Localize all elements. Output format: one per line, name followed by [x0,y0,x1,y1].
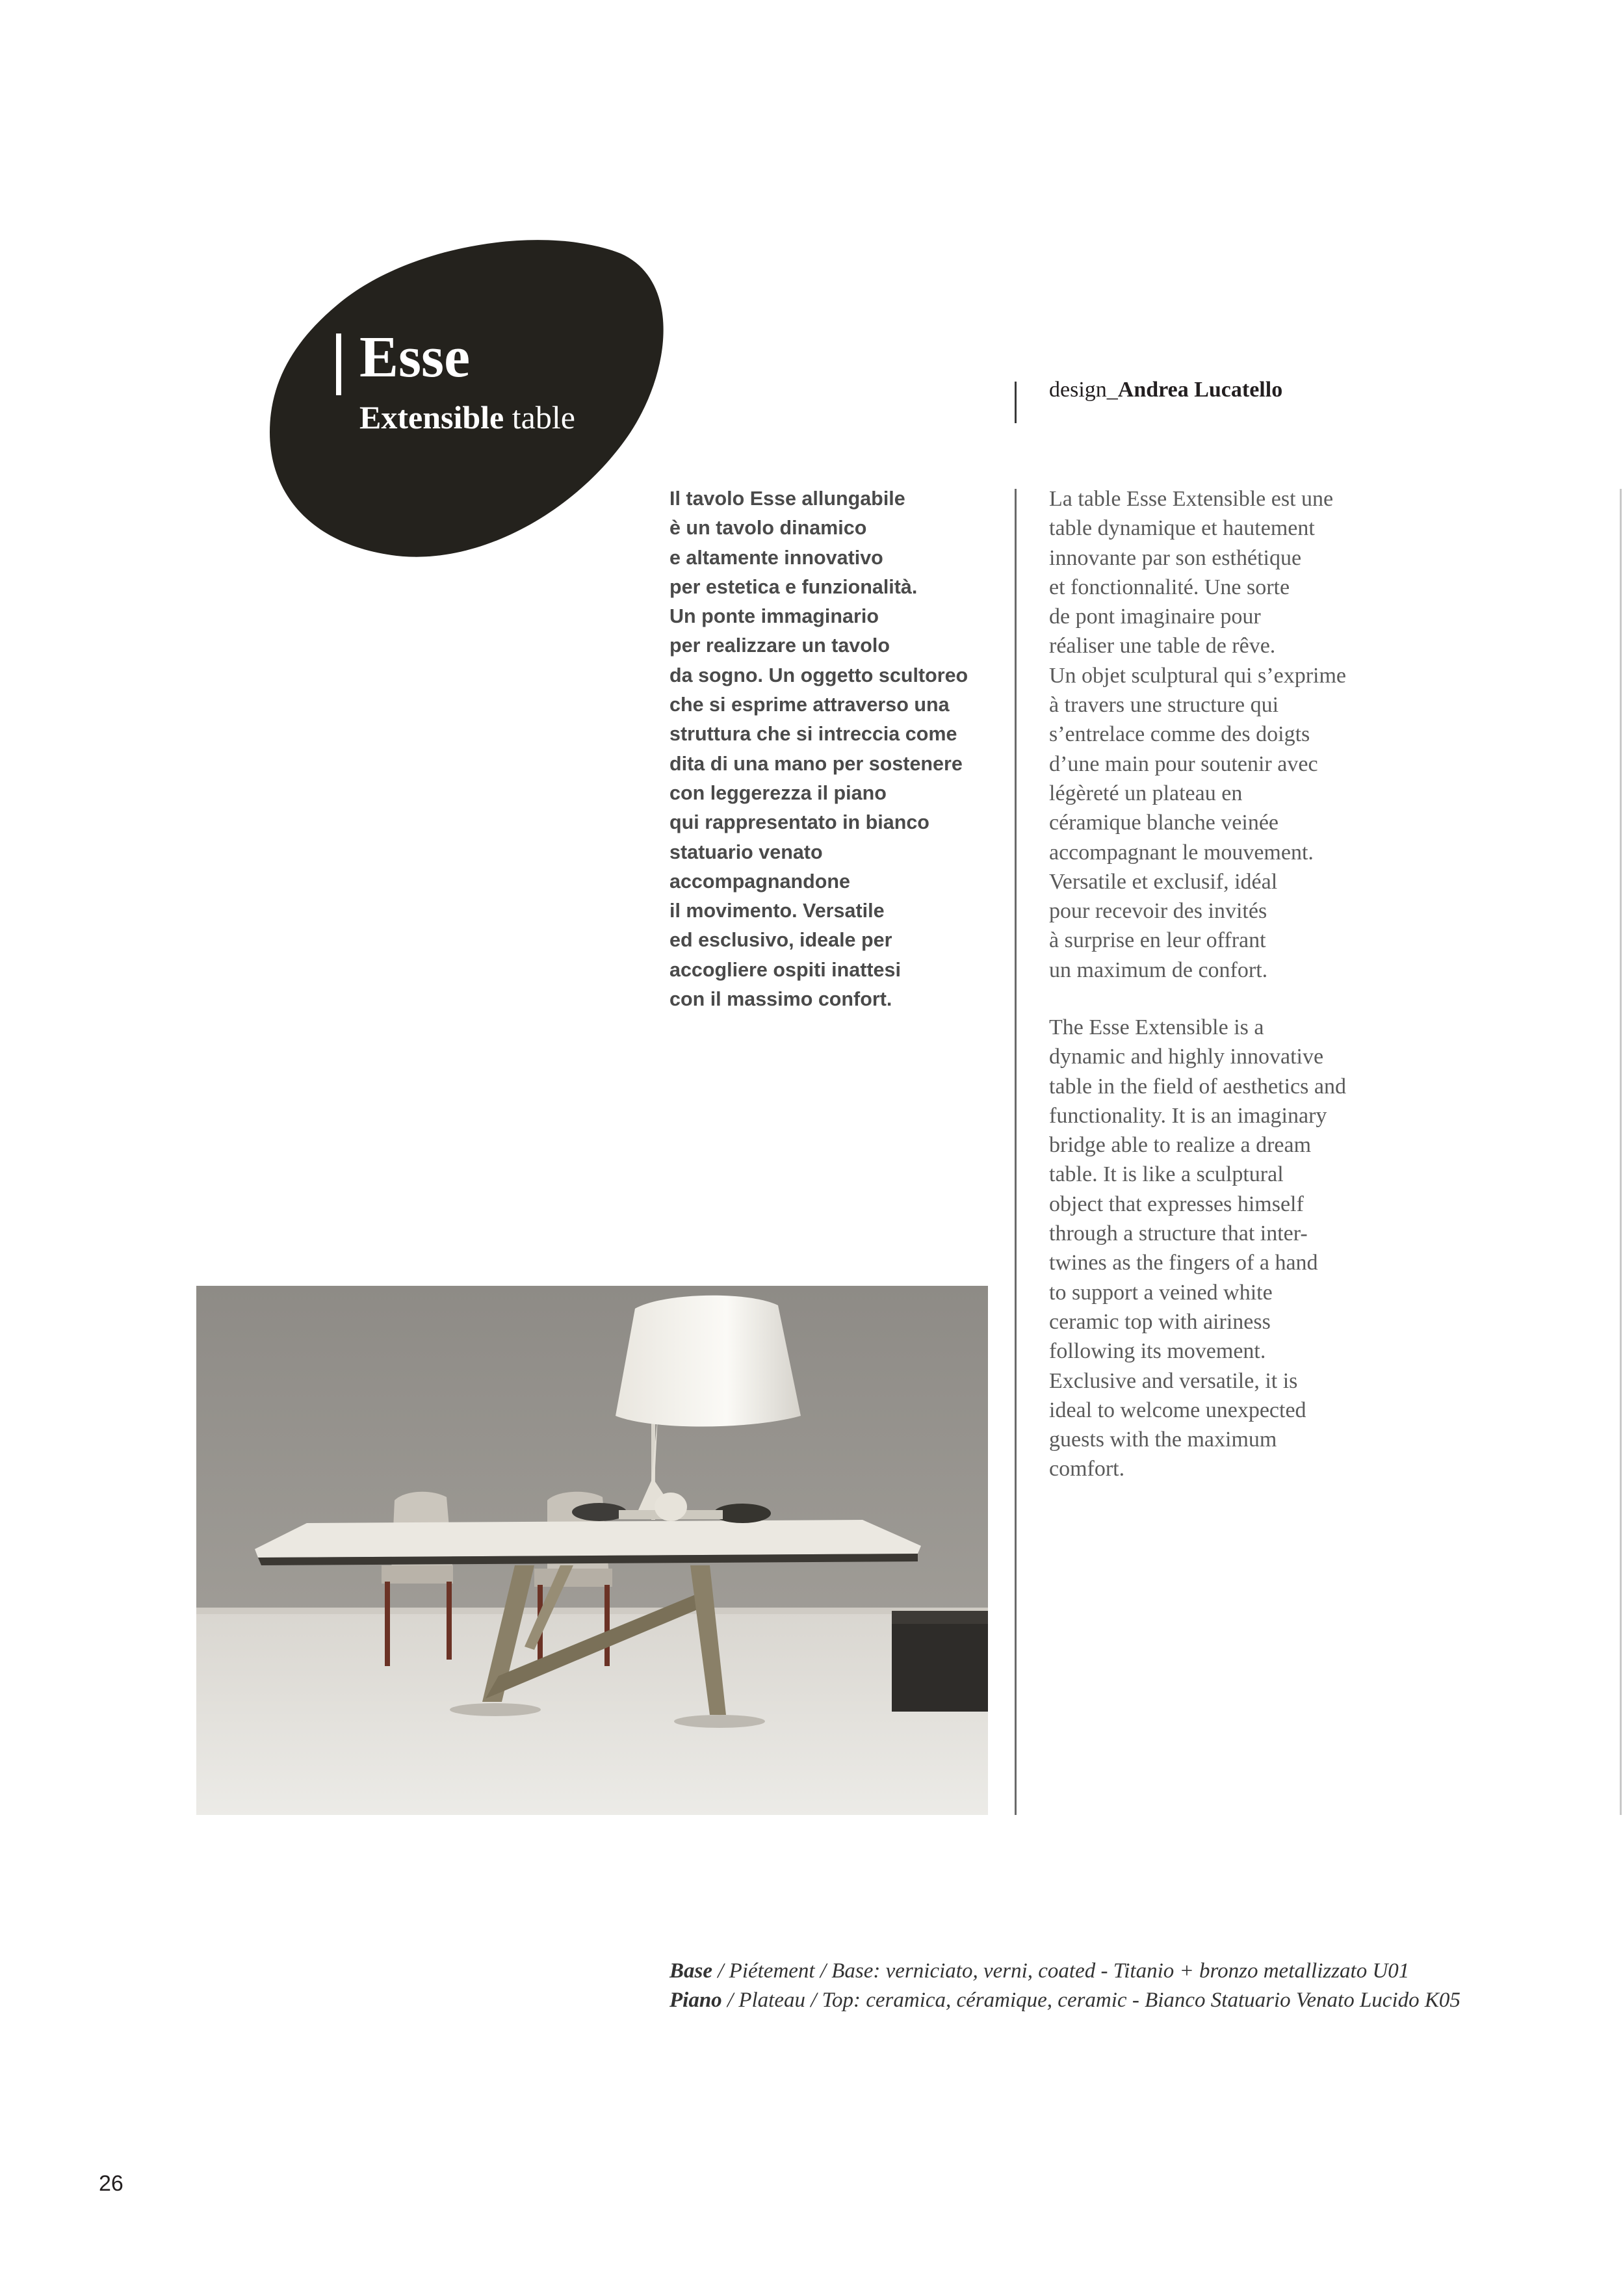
subtitle-bold: Extensible [359,399,504,436]
design-credit [1049,377,1282,404]
design-prefix: design_ [1049,378,1118,402]
product-specs [669,1957,1461,2015]
french-description: La table Esse Extensible est une table dynamique et hautement innovante par son esthétique et fonctionnalité. Une sorte de pont imaginaire pour réaliser une table de rêve. Un objet sculptural qui s’exprime à travers une structure qui s’entrelace comme des doigts d’une main pour soutenir avec légèreté un plateau en céramique blanche veinée accompagnant le mouvement. Versatile et exclusif, idéal pour recevoir des invités à surprise en leur offrant un maximum de confort. [1049,487,1347,982]
product-photo [196,1286,988,1815]
spec-base-text: / Piétement / Base: verniciato, verni, coated - Titanio + bronzo metallizzato U01 [712,1959,1410,1983]
design-accent-bar [1015,382,1017,423]
spec-top-label: Piano [669,1989,722,2012]
spec-top [669,1986,1461,2015]
spec-base [669,1957,1461,1986]
english-description: The Esse Extensible is a dynamic and highly innovative table in the field of aesthetics and functionality. It is an imaginary bridge able to realize a dream table. It is like a sculptural object that expresses himself through a structure that inter- twines as the fingers of a hand to support a veined white ceramic top with airiness following its movement. Exclusive and versatile, it is ideal to welcome unexpected guests with the maximum comfort. [1049,1015,1346,1481]
page-edge-line [1620,489,1622,1815]
italian-description: Il tavolo Esse allungabile è un tavolo dinamico e altamente innovativo per estetica e funzionalità. Un ponte immaginario per realizzare un tavolo da sogno. Un oggetto scultoreo che si esprime attraverso una struttura che si intreccia come dita di una mano per sostenere con leggerezza il piano qui rappresentato in bianco statuario venato accompagnandone il movimento. Versatile ed esclusivo, ideale per accogliere ospiti inattesi con il massimo confort. [669,488,968,1011]
spec-base-label: Base [669,1959,712,1983]
column-divider [1015,489,1017,1815]
subtitle-rest: table [504,399,575,436]
product-title: Esse [359,325,471,389]
product-subtitle [359,398,575,437]
designer-name: Andrea Lucatello [1117,378,1283,402]
page-number: 26 [99,2171,123,2196]
spec-top-text: / Plateau / Top: ceramica, céramique, ceramic - Bianco Statuario Venato Lucido K05 [721,1989,1461,2012]
title-accent-bar [336,333,341,395]
